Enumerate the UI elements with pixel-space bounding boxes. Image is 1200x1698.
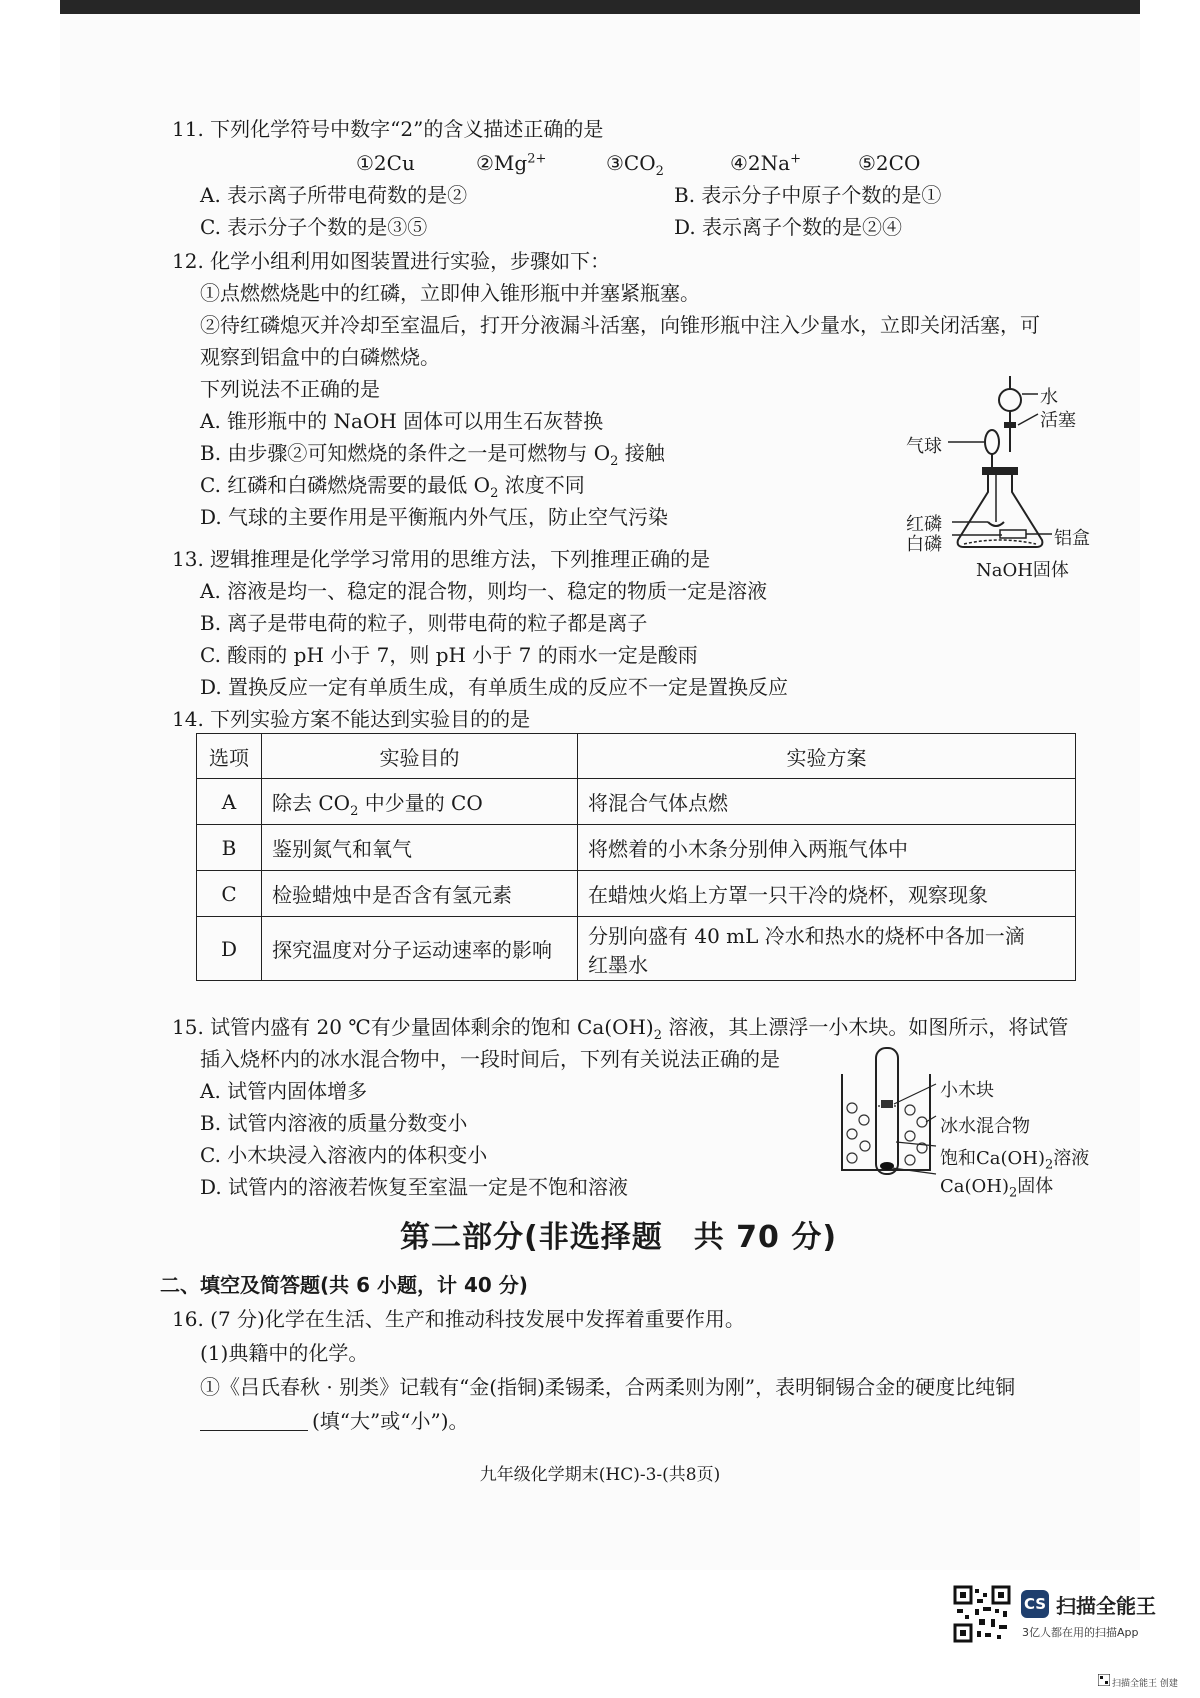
q11-symbol-1: ①2Cu (356, 151, 415, 175)
qr-code-icon (953, 1585, 1011, 1643)
q11-option-d: D. 表示离子个数的是②④ (674, 215, 903, 239)
row-plan: 将燃着的小木条分别伸入两瓶气体中 (578, 825, 1076, 871)
q12-option-c: C. 红磷和白磷燃烧需要的最低 $O_2$ 浓度不同 (200, 473, 585, 501)
row-aim: 鉴别氮气和氧气 (262, 825, 578, 871)
q16-item-1-cont: (填“大”或“小”)。 (312, 1409, 469, 1433)
q12-label-aluminum-box: 铝盒 (1054, 528, 1090, 549)
row-aim: 除去 $CO_2$ 中少量的 CO (262, 779, 578, 825)
q11-option-b: B. 表示分子中原子个数的是① (674, 183, 942, 207)
q13-option-a: A. 溶液是均一、稳定的混合物，则均一、稳定的物质一定是溶液 (200, 579, 768, 603)
q12-option-d: D. 气球的主要作用是平衡瓶内外气压，防止空气污染 (200, 505, 669, 529)
row-plan: 在蜡烛火焰上方罩一只干冷的烧杯，观察现象 (578, 871, 1076, 917)
row-aim: 检验蜡烛中是否含有氢元素 (262, 871, 578, 917)
table-row (197, 779, 1076, 825)
q12-label-naoh: NaOH固体 (976, 560, 1069, 581)
part-two-heading: 第二部分(非选择题 共 70 分) (400, 1220, 838, 1255)
q12-ask: 下列说法不正确的是 (200, 377, 380, 401)
q11-symbol-3: $③CO_2$ (606, 151, 664, 179)
q13-option-c: C. 酸雨的 pH 小于 7，则 pH 小于 7 的雨水一定是酸雨 (200, 643, 698, 667)
q16-sub-1: (1)典籍中的化学。 (200, 1341, 369, 1365)
q13-option-b: B. 离子是带电荷的粒子，则带电荷的粒子都是离子 (200, 611, 648, 635)
camscanner-name: 扫描全能王 (1056, 1594, 1156, 1618)
small-qr-icon (1098, 1674, 1110, 1686)
row-plan: 将混合气体点燃 (578, 779, 1076, 825)
q11-stem: 11. 下列化学符号中数字“2”的含义描述正确的是 (172, 117, 604, 141)
q12-label-red-phosphorus: 红磷 (906, 514, 942, 535)
q16-stem: 16. (7 分)化学在生活、生产和推动科技发展中发挥着重要作用。 (172, 1307, 745, 1331)
q14-stem: 14. 下列实验方案不能达到实验目的的是 (172, 707, 531, 731)
q15-option-d: D. 试管内的溶液若恢复至室温一定是不饱和溶液 (200, 1175, 629, 1199)
row-key: A (197, 779, 262, 825)
q12-step-1: ①点燃燃烧匙中的红磷，立即伸入锥形瓶中并塞紧瓶塞。 (200, 281, 700, 305)
q15-label-wood: 小木块 (940, 1080, 994, 1101)
q12-step-2: ②待红磷熄灭并冷却至室温后，打开分液漏斗活塞，向锥形瓶中注入少量水，立即关闭活塞，可 (200, 313, 1040, 337)
q12-stem: 12. 化学小组利用如图装置进行实验，步骤如下： (172, 249, 611, 273)
header-option: 选项 (197, 734, 262, 779)
row-key: C (197, 871, 262, 917)
page-footer: 九年级化学期末(HC)-3-(共8页) (479, 1465, 721, 1485)
q15-label-saturated-solution: 饱和$Ca(OH)_2$溶液 (940, 1148, 1090, 1173)
scan-top-edge (60, 0, 1140, 14)
q12-step-2-cont: 观察到铝盒中的白磷燃烧。 (200, 345, 440, 369)
q12-option-a: A. 锥形瓶中的 NaOH 固体可以用生石灰替换 (200, 409, 604, 433)
q15-option-a: A. 试管内固体增多 (200, 1079, 368, 1103)
q11-symbol-4: ④2Na+ (730, 151, 801, 175)
q16-item-1: ①《吕氏春秋 · 别类》记载有“金(指铜)柔锡柔，合两柔则为刚”，表明铜锡合金的硬度比纯铜 (200, 1375, 1016, 1399)
q11-option-c: C. 表示分子个数的是③⑤ (200, 215, 428, 239)
row-aim: 探究温度对分子运动速率的影响 (262, 917, 578, 981)
table-row (197, 917, 1076, 981)
row-plan: 分别向盛有 40 mL 冷水和热水的烧杯中各加一滴 红墨水 (578, 917, 1076, 981)
row-key: B (197, 825, 262, 871)
q14-experiment-table (196, 733, 1076, 981)
table-row (197, 871, 1076, 917)
q12-label-balloon: 气球 (906, 436, 942, 457)
q16-answer-blank[interactable] (200, 1430, 308, 1431)
q15-label-icewater: 冰水混合物 (940, 1116, 1030, 1137)
camscanner-stamp: 扫描全能王 创建 (1112, 1679, 1178, 1689)
header-aim: 实验目的 (262, 734, 578, 779)
q13-option-d: D. 置换反应一定有单质生成，有单质生成的反应不一定是置换反应 (200, 675, 789, 699)
table-header-row (197, 734, 1076, 779)
q13-stem: 13. 逻辑推理是化学学习常用的思维方法，下列推理正确的是 (172, 547, 711, 571)
q11-option-a: A. 表示离子所带电荷数的是② (200, 183, 468, 207)
q11-symbol-5: ⑤2CO (858, 151, 921, 175)
q12-option-b: B. 由步骤②可知燃烧的条件之一是可燃物与 $O_2$ 接触 (200, 441, 665, 469)
q12-label-valve: 活塞 (1040, 410, 1076, 431)
q15-option-c: C. 小木块浸入溶液内的体积变小 (200, 1143, 488, 1167)
q15-beaker-diagram (838, 1046, 948, 1178)
camscanner-logo-icon: CS (1021, 1590, 1049, 1618)
section-two-heading: 二、填空及简答题(共 6 小题，计 40 分) (160, 1273, 528, 1297)
q12-label-white-phosphorus: 白磷 (906, 534, 942, 555)
q15-stem: 15. 试管内盛有 20 ℃有少量固体剩余的饱和 $Ca(OH)_2$ 溶液，其上漂浮一小木块。如图所示，将试管 (172, 1015, 1069, 1043)
q15-option-b: B. 试管内溶液的质量分数变小 (200, 1111, 468, 1135)
camscanner-tagline: 3亿人都在用的扫描App (1022, 1626, 1139, 1639)
row-key: D (197, 917, 262, 981)
q12-label-water: 水 (1040, 387, 1058, 408)
table-row (197, 825, 1076, 871)
q15-label-solid: $Ca(OH)_2$固体 (940, 1176, 1054, 1201)
q11-symbol-2: $②Mg^{2+}$ (476, 151, 547, 175)
q15-stem-cont: 插入烧杯内的冰水混合物中，一段时间后，下列有关说法正确的是 (200, 1047, 780, 1071)
header-plan: 实验方案 (578, 734, 1076, 779)
